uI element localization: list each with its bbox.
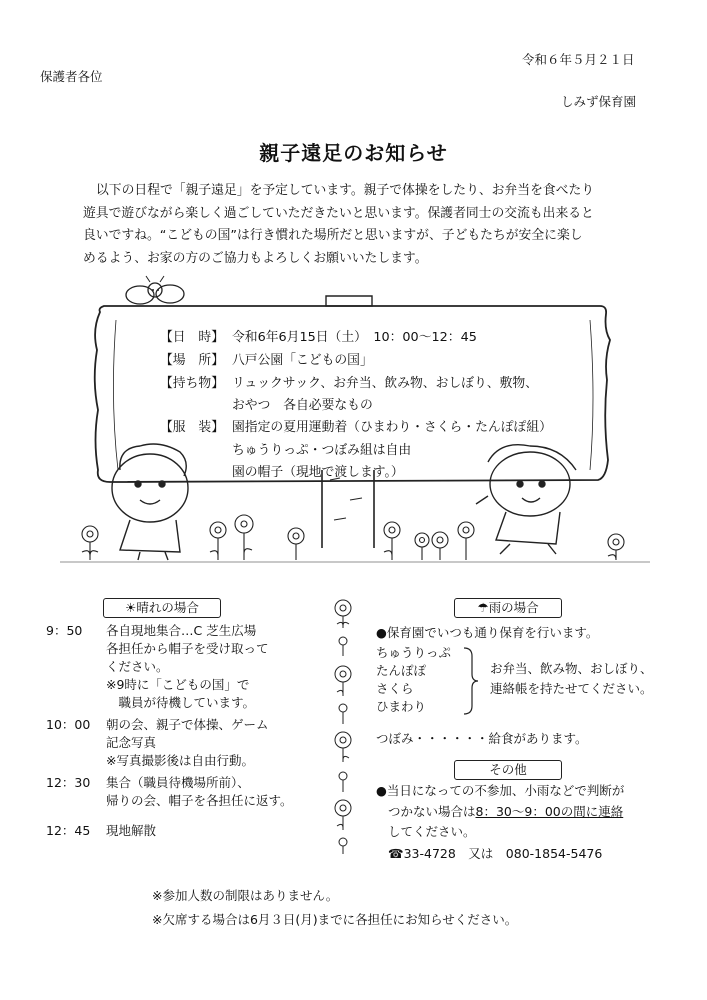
schedule-time: 12：45 (46, 823, 91, 838)
date-value: 令和6年6月15日（土） 10：00～12：45 (232, 330, 477, 345)
other-heading: その他 (454, 760, 562, 780)
dress-value: 園の帽子（現地で渡します。） (232, 465, 404, 480)
sunny-heading: ☀晴れの場合 (103, 598, 221, 618)
dress-value: 園指定の夏用運動着（ひまわり・さくら・たんぽぽ組） (232, 420, 552, 435)
other-line (388, 803, 623, 821)
schedule-line: 現地解散 (106, 823, 157, 838)
schedule-time: 12：30 (46, 775, 91, 790)
footer-note: ※欠席する場合は6月３日(月)までに各担任にお知らせください。 (152, 912, 518, 927)
schedule-line: 各担任から帽子を受け取って (106, 641, 269, 656)
other-line: してください。 (388, 824, 476, 839)
bring-line: お弁当、飲み物、おしぼり、 (490, 661, 653, 676)
dress-value: ちゅうりっぷ・つぼみ組は自由 (232, 443, 412, 458)
child-right-icon (476, 445, 576, 554)
butterfly-icon (126, 276, 184, 304)
schedule-time: 9：50 (46, 623, 83, 638)
intro-line: 遊具で遊びながら楽しく過ごしていただきたいと思います。保護者同士の交流も出来ると (83, 205, 594, 221)
schedule-line: 職員が待機しています。 (106, 695, 256, 710)
phone-numbers: ☎33-4728 又は 080-1854-5476 (388, 846, 603, 861)
other-line-text: つかない場合は (388, 804, 476, 819)
bracket-icon (460, 646, 480, 716)
class-name: ちゅうりっぷ (376, 645, 452, 660)
intro-line: 良いですね。“こどもの国”は行き慣れた場所だと思いますが、子どもたちが安全に楽し (83, 228, 583, 243)
schedule-line: 帰りの会、帽子を各担任に返す。 (106, 793, 293, 808)
intro-line: 以下の日程で「親子遠足」を予定しています。親子で体操をしたり、お弁当を食べたり (96, 183, 595, 198)
recipient: 保護者各位 (40, 69, 103, 84)
schedule-line: ※9時に「こどもの国」で (106, 677, 250, 692)
page-title: 親子遠足のお知らせ (259, 141, 448, 165)
schedule-line: ※写真撮影後は自由行動。 (106, 753, 254, 768)
place-value: 八戸公園「こどもの国」 (232, 353, 373, 368)
schedule-line: 記念写真 (106, 735, 157, 750)
dress-label: 【服 装】 (160, 420, 224, 435)
rainy-heading: ☂雨の場合 (454, 598, 562, 618)
intro-line: めるよう、お家の方のご協力もよろしくお願いいたします。 (83, 250, 428, 266)
class-name: さくら (376, 681, 414, 696)
items-label: 【持ち物】 (160, 376, 224, 391)
items-value: おやつ 各自必要なもの (232, 398, 373, 413)
rainy-line: ●保育園でいつも通り保育を行います。 (376, 625, 599, 640)
tsubomi-line: つぼみ・・・・・・給食があります。 (376, 731, 588, 746)
contact-time-window: 8：30～9：00の間に連絡 (475, 804, 624, 819)
flower-divider-icon (326, 596, 360, 856)
schedule-line: 朝の会、親子で体操、ゲーム (106, 717, 269, 732)
class-name: たんぽぽ (376, 663, 427, 678)
other-line: ●当日になっての不参加、小雨などで判断が (376, 783, 625, 798)
schedule-line: ください。 (106, 659, 169, 674)
schedule-line: 集合（職員待機場所前）、 (106, 775, 250, 790)
child-left-icon (112, 444, 188, 560)
date-label: 【日 時】 (160, 330, 224, 345)
issue-date: 令和６年５月２１日 (522, 52, 635, 67)
place-label: 【場 所】 (160, 353, 224, 368)
items-value: リュックサック、お弁当、飲み物、おしぼり、敷物、 (232, 376, 538, 391)
bring-line: 連絡帳を持たせてください。 (490, 681, 653, 696)
class-name: ひまわり (376, 699, 427, 714)
footer-note: ※参加人数の制限はありません。 (152, 888, 339, 903)
schedule-time: 10：00 (46, 717, 91, 732)
schedule-line: 各自現地集合…C 芝生広場 (106, 623, 257, 638)
sender-name: しみず保育園 (561, 94, 637, 109)
